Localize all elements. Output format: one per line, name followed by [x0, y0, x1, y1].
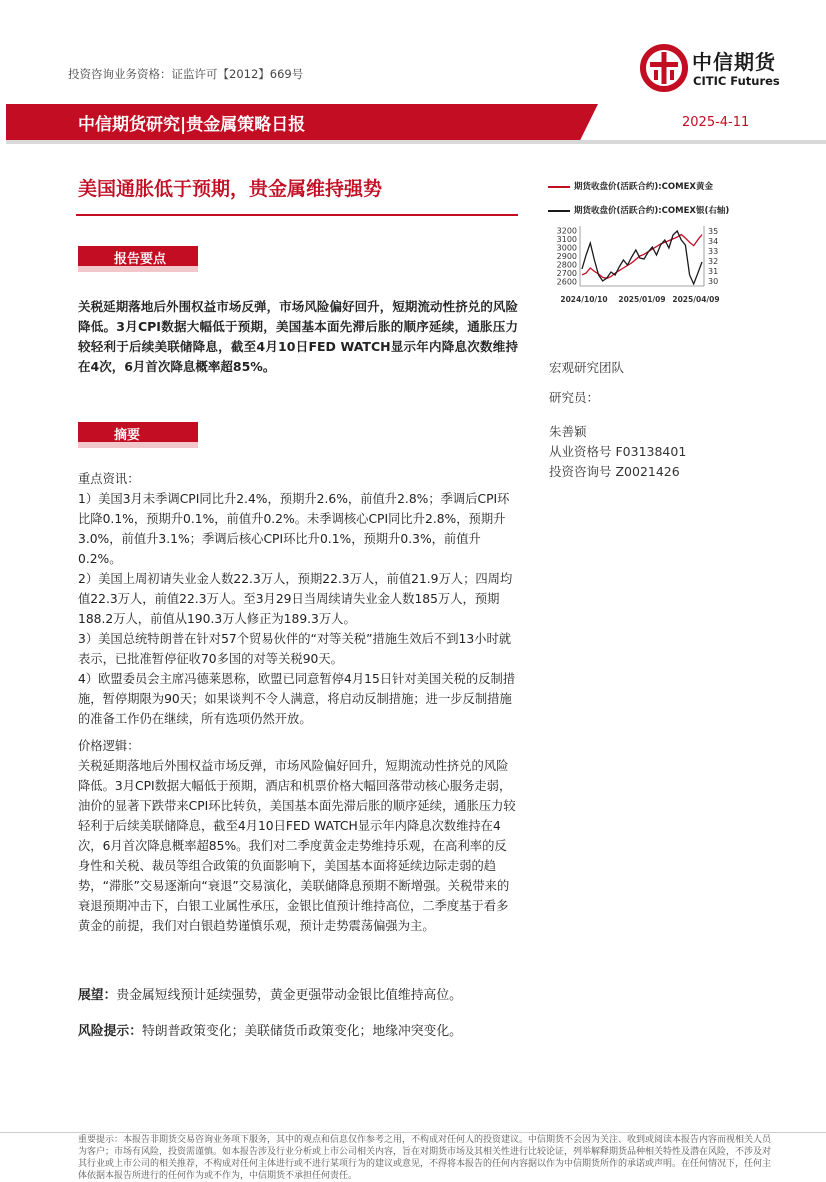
y-left-tick-label: 3200 [556, 226, 577, 236]
y-right-tick-label: 35 [708, 227, 719, 236]
outlook-line [78, 986, 518, 1006]
chart-plot [544, 178, 764, 312]
brand-logo [640, 44, 810, 94]
y-right-tick-label: 33 [708, 247, 719, 256]
y-left-tick-label: 2900 [556, 252, 577, 261]
y-left-tick-label: 3000 [556, 243, 577, 253]
legend-silver-label: 期货收盘价(活跃合约):COMEX银(右轴) [574, 206, 730, 216]
gold-series-line [582, 235, 702, 279]
logo-chinese-name: 中信期货 [692, 50, 776, 74]
banner-gray-rule [6, 140, 826, 144]
y-right-tick-label: 34 [708, 237, 719, 246]
news-item: 3）美国总统特朗普在针对57个贸易伙伴的“对等关税”措施生效后不到13小时就表示，已批准暂停征收70多国的对等关税90天。 [78, 632, 512, 666]
price-chart [544, 178, 764, 312]
outlook-text: 贵金属短线预计延续强势，黄金更强带动金银比值维持高位。 [116, 988, 462, 1003]
y-right-tick-label: 31 [708, 267, 719, 276]
risk-text: 特朗普政策变化；美联储货币政策变化；地缘冲突变化。 [141, 1024, 462, 1039]
team-info [549, 358, 686, 482]
logo-english-name: CITIC Futures [693, 74, 780, 88]
news-item: 2）美国上周初请失业金人数22.3万人，预期22.3万人，前值21.9万人；四周均值22.3万人，前值22.3万人。至3月29日当周续请失业金人数185万人，预期188.2万人，前值从190.3万人修正为189.3万人。 [78, 572, 513, 626]
report-date: 2025-4-11 [682, 115, 750, 130]
x-tick-label: 2025/01/09 [618, 295, 666, 304]
citic-logo-icon [640, 44, 688, 92]
footer-divider [0, 1132, 826, 1133]
y-left-tick-label: 2600 [556, 277, 577, 287]
news-heading: 重点资讯： [78, 472, 140, 486]
logic-heading: 价格逻辑： [78, 739, 140, 753]
outlook-label: 展望： [78, 988, 117, 1003]
x-tick-label: 2025/04/09 [672, 295, 720, 304]
section-key-points-header [78, 246, 198, 266]
key-points-text: 关税延期落地后外围权益市场反弹，市场风险偏好回升，短期流动性挤兑的风险降低。3月CPI数据大幅低于预期，美国基本面先滞后胀的顺序延续，通胀压力较轻利于后续美联储降息，截至4月10日FED WATCH显示年内降息次数维持在4次，6月首次降息概率超85%。 [78, 299, 518, 374]
logic-text: 关税延期落地后外围权益市场反弹，市场风险偏好回升，短期流动性挤兑的风险降低。3月CPI数据大幅低于预期，酒店和机票价格大幅回落带动核心服务走弱，油价的显著下跌带来CPI环比转负，美国基本面先滞后胀的顺序延续，通胀压力较轻利于后续美联储降息，截至4月10日FED WATCH显示年内降息次数维持在4次，6月首次降息概率超85%。我们对二季度黄金走势维持乐观，在高利率的反身性和关税、裁员等组合政策的负面影响下，美国基本面将延续边际走弱的趋势，“滞胀”交易逐渐向“衰退”交易演化，美联储降息预期不断增强。关税带来的衰退预期冲击下，白银工业属性承压，金银比值预计维持高位，二季度基于看多黄金的前提，我们对白银趋势谨慎乐观，预计走势震荡偏强为主。 [78, 759, 516, 933]
risk-label: 风险提示： [78, 1024, 142, 1039]
news-item: 4）欧盟委员会主席冯德莱恩称，欧盟已同意暂停4月15日针对美国关税的反制措施，暂停期限为90天；如果谈判不令人满意，将启动反制措施；进一步反制措施的准备工作仍在继续，所有选项仍然开放。 [78, 672, 516, 726]
researcher-label: 研究员： [549, 390, 600, 405]
consult-id: 投资咨询号 Z0021426 [549, 464, 680, 479]
silver-series-line [582, 231, 702, 284]
news-block [78, 469, 518, 729]
x-tick-label: 2024/10/10 [560, 295, 608, 304]
section-label: 摘要 [114, 428, 141, 443]
headline: 美国通胀低于预期，贵金属维持强势 [78, 178, 383, 200]
report-title: 中信期货研究|贵金属策略日报 [78, 115, 306, 135]
researcher-name: 朱善颖 [549, 424, 587, 439]
logic-block [78, 736, 518, 936]
y-right-tick-label: 32 [708, 257, 719, 266]
risk-line [78, 1022, 518, 1042]
y-left-tick-label: 2800 [556, 260, 577, 270]
y-right-tick-label: 30 [708, 277, 719, 286]
practice-id: 从业资格号 F03138401 [549, 444, 687, 459]
y-left-tick-label: 2700 [556, 269, 577, 279]
headline-divider [76, 214, 518, 216]
section-label: 报告要点 [114, 252, 167, 267]
legend-gold-label: 期货收盘价(活跃合约):COMEX黄金 [574, 182, 713, 192]
section-summary-header [78, 422, 198, 442]
report-banner [6, 104, 826, 140]
y-left-tick-label: 3100 [556, 234, 577, 244]
license-text: 投资咨询业务资格：证监许可【2012】669号 [68, 67, 304, 81]
team-name: 宏观研究团队 [549, 360, 625, 375]
news-item: 1）美国3月未季调CPI同比升2.4%，预期升2.6%，前值升2.8%；季调后CPI环比降0.1%，预期升0.1%，前值升0.2%。未季调核心CPI同比升2.8%，预期升3.0%，前值升3.1%；季调后核心CPI环比升0.1%，预期升0.3%，前值升0.2%。 [78, 492, 510, 566]
disclaimer: 重要提示：本报告非期货交易咨询业务项下服务，其中的观点和信息仅作参考之用，不构成对任何人的投资建议。中信期货不会因为关注、收到或阅读本报告内容而视相关人员为客户；市场有风险，投资需谨慎。如本报告涉及行业分析或上市公司相关内容，旨在对期货市场及其相关性进行比较论证，列举解释期货品种相关特性及潜在风险，不涉及对其行业或上市公司的相关推荐，不构成对任何主体进行或不进行某项行为的建议或意见，不得将本报告的任何内容据以作为中信期货所作的承诺或声明。在任何情况下，任何主体依据本报告所进行的任何作为或不作为，中信期货不承担任何责任。 [78, 1135, 772, 1181]
